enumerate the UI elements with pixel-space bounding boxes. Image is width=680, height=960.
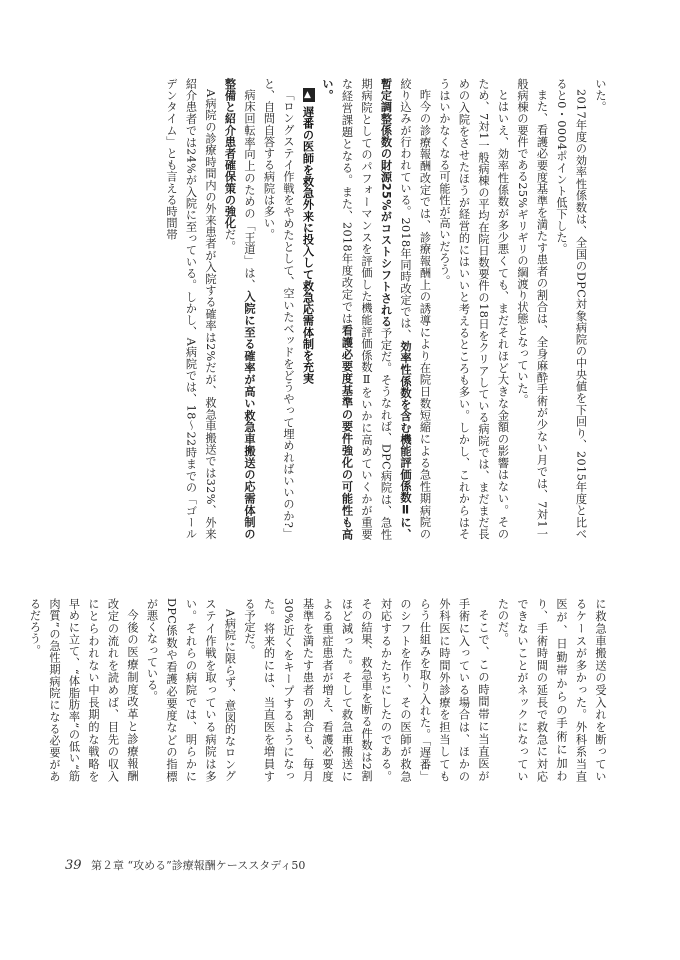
paragraph: とはいえ、効率性係数が多少悪くても、まだそれほど大きな金額の影響はない。そのため、7対1一般病棟の平均在院日数要件の18日をクリアしている病院では、まだまだ長めの入院をさせたほうが経営的にはいいと考えるところも多い。しかし、これからはそうはいかなくなる可能性が高いだろう。 (438, 78, 510, 540)
emphasis-text: 看護必要度基準の要件強化の可能性も高い。 (321, 78, 354, 540)
paragraph-text: だ。 (223, 228, 237, 253)
paragraph: 「ロングステイ作戦をやめたとして、空いたベッドをどうやって埋めればいいのか?」と、自問自答する病院は多い。 (262, 78, 295, 540)
paragraph: いた。 (594, 78, 607, 113)
heading-marker-icon: ▲ (302, 89, 313, 101)
emphasis-text: 効率性係数を含む機能評価係数Ⅱに、暫定調整係数の財源25%がコストシフトされる (379, 78, 412, 541)
paragraph: 2017年度の効率性係数は、全国のDPC対象病院の中央値を下回り、2015年度と比べると0・0004ポイント低下した。 (555, 78, 588, 540)
paragraph (318, 78, 435, 540)
page-number: 39 (65, 858, 82, 873)
paragraph: 今後の医療制度改革と診療報酬改定の流れを読めば、目先の収入にとらわれない中長期的な戦略を早めに立て、“体脂肪率”の低い“筋肉質”の急性期病院になる必要があるだろう。 (28, 598, 139, 782)
paragraph (220, 78, 259, 540)
paragraph: そこで、この時間帯に当直医が手術に入っている場合は、ほかの外科医に時間外診療を担当してもらう仕組みを取り入れた。「遅番」のシフトを作り、その医師が救急対応するかたちにしたのである。その結果、救急車を断る件数は2割ほど減った。そして救急車搬送による重症患者が増え、看護必要度基準を満たす患者の割合も、毎月30%近くをキープするようになった。将来的には、当直医を増員する予定だ。 (243, 598, 490, 782)
paragraph-text: 病床回転率向上のための「王道」は、 (243, 89, 256, 291)
paragraph: A病院に限らず、意図的なロングステイ作戦を取っている病院は多い。それらの病院では、明らかにDPC係数や看護必要度などの指標が悪くなっている。 (145, 598, 237, 782)
paragraph: また、看護必要度基準を満たす患者の割合は、全身麻酔手術が少ない月では、7対1一般病棟の要件である25%ギリギリの綱渡り状態となっていた。 (516, 78, 549, 540)
running-title: 第２章 “攻める”診療報酬ケーススタディ50 (91, 859, 306, 872)
section-heading-text: 遅番の医師を救急外来に投入して救急応需体制を充実 (301, 106, 315, 385)
section-heading (298, 88, 318, 532)
emphasis-text: 入院に至る確率が高い救急車搬送の応需体制の整備と紹介患者確保策の強化 (223, 78, 256, 540)
paragraph-text: 昨今の診療報酬改定では、診療報酬上の誘導により在院日数短縮による急性期病院の絞り込みが行われている。2018年同時改定では、 (399, 78, 432, 540)
paragraph: A病院の診療時間内の外来患者が入院する確率は2%だが、救急車搬送では32%、外来紹介患者では24%が入院に至っている。しかし、A病院では、18～22時までの「ゴールデンタイム」とも言える時間帯 (165, 78, 217, 540)
page-footer (65, 857, 305, 873)
article-bottom-tier (28, 598, 610, 782)
paragraph-text: 予定だ。そうなれば、DPC病院は、急性期病院としてのパフォーマンスを評価した機能評価係数Ⅱをいかに高めていくかが重要な経営課題となる。また、2018年度改定では (340, 78, 393, 540)
article-top-tier (65, 78, 610, 540)
paragraph: に救急車搬送の受入れを断っているケースが多かった。外科系当直医が、日勤帯からの手術に加わり、手術時間の延長で救急に対応できないことがネックになっていたのだ。 (496, 598, 607, 782)
